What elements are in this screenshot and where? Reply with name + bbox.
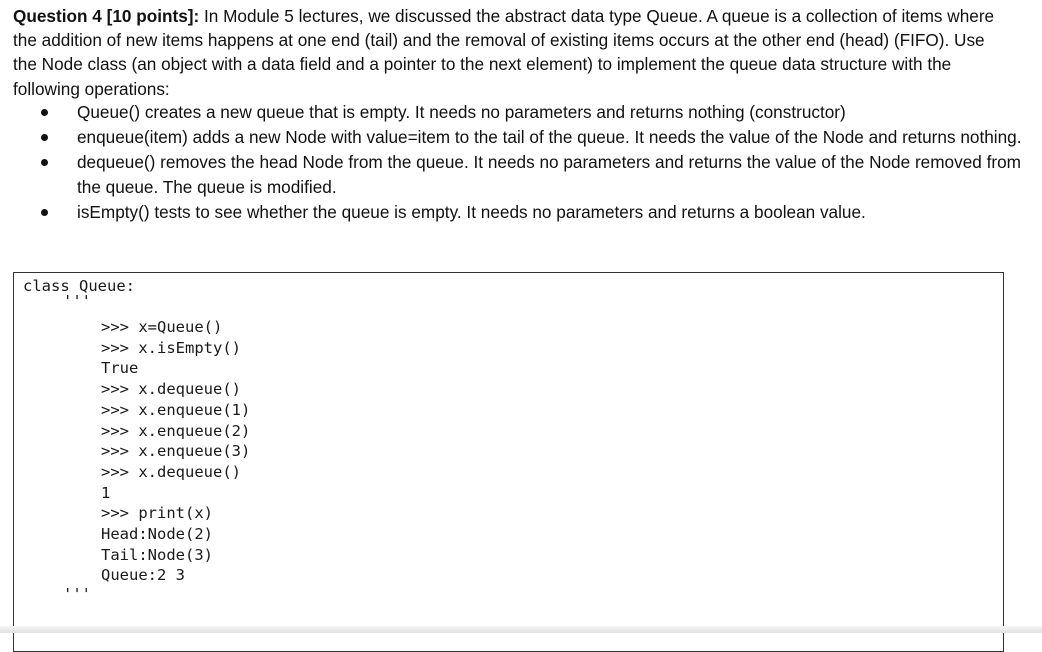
- bullet-icon: [41, 134, 48, 141]
- question-text: [13, 4, 1013, 101]
- code-line: 1: [101, 483, 111, 502]
- operation-text: enqueue(item) adds a new Node with value=item to the tail of the queue. It needs the value of the Node and returns nothing.: [77, 127, 1022, 148]
- operation-text: isEmpty() tests to see whether the queue is empty. It needs no parameters and returns a boolean value.: [77, 201, 866, 222]
- bullet-icon: [41, 109, 48, 116]
- question-body: In Module 5 lectures, we discussed the abstract data type Queue. A queue is a collection of items where the addition of new items happens at one end (tail) and the removal of existing items occurs at the other end (head) (FIFO). Use the Node class (an object with a data field and a pointer to the next element) to implement the queue data structure with the following operations:: [13, 6, 995, 99]
- code-line: Queue:2 3: [101, 566, 185, 585]
- code-line: >>> x.dequeue(): [101, 462, 241, 481]
- code-line: >>> x.enqueue(3): [101, 442, 251, 461]
- code-line: Head:Node(2): [101, 525, 213, 543]
- bullet-icon: [41, 209, 48, 216]
- code-block: [13, 272, 1004, 652]
- operation-text: Queue() creates a new queue that is empty. It needs no parameters and returns nothing (constructor): [77, 102, 846, 122]
- code-line: >>> x.isEmpty(): [101, 338, 241, 357]
- code-line: >>> print(x): [101, 504, 213, 523]
- operation-item: [13, 200, 1023, 224]
- operation-item: [13, 100, 1023, 124]
- code-docstring-open: ''': [63, 292, 91, 310]
- operation-item: [13, 125, 1023, 149]
- operation-item: [13, 150, 1023, 198]
- bullet-icon: [41, 159, 48, 166]
- code-line: >>> x.dequeue(): [101, 380, 241, 399]
- page-bottom-edge: [0, 626, 1042, 633]
- code-docstring-close: ''': [63, 585, 91, 603]
- operations-list: [13, 100, 1023, 225]
- code-line: Tail:Node(3): [101, 545, 213, 564]
- code-line: True: [101, 359, 139, 378]
- question-title: Question 4 [10 points]:: [13, 6, 200, 26]
- operation-text: dequeue() removes the head Node from the queue. It needs no parameters and returns the value of the Node removed from the queue. The queue is modified.: [77, 152, 1021, 197]
- code-class-line: class Queue:: [23, 277, 135, 295]
- code-line: >>> x.enqueue(1): [101, 400, 251, 419]
- code-line: >>> x=Queue(): [101, 318, 223, 336]
- code-line: >>> x.enqueue(2): [101, 421, 251, 440]
